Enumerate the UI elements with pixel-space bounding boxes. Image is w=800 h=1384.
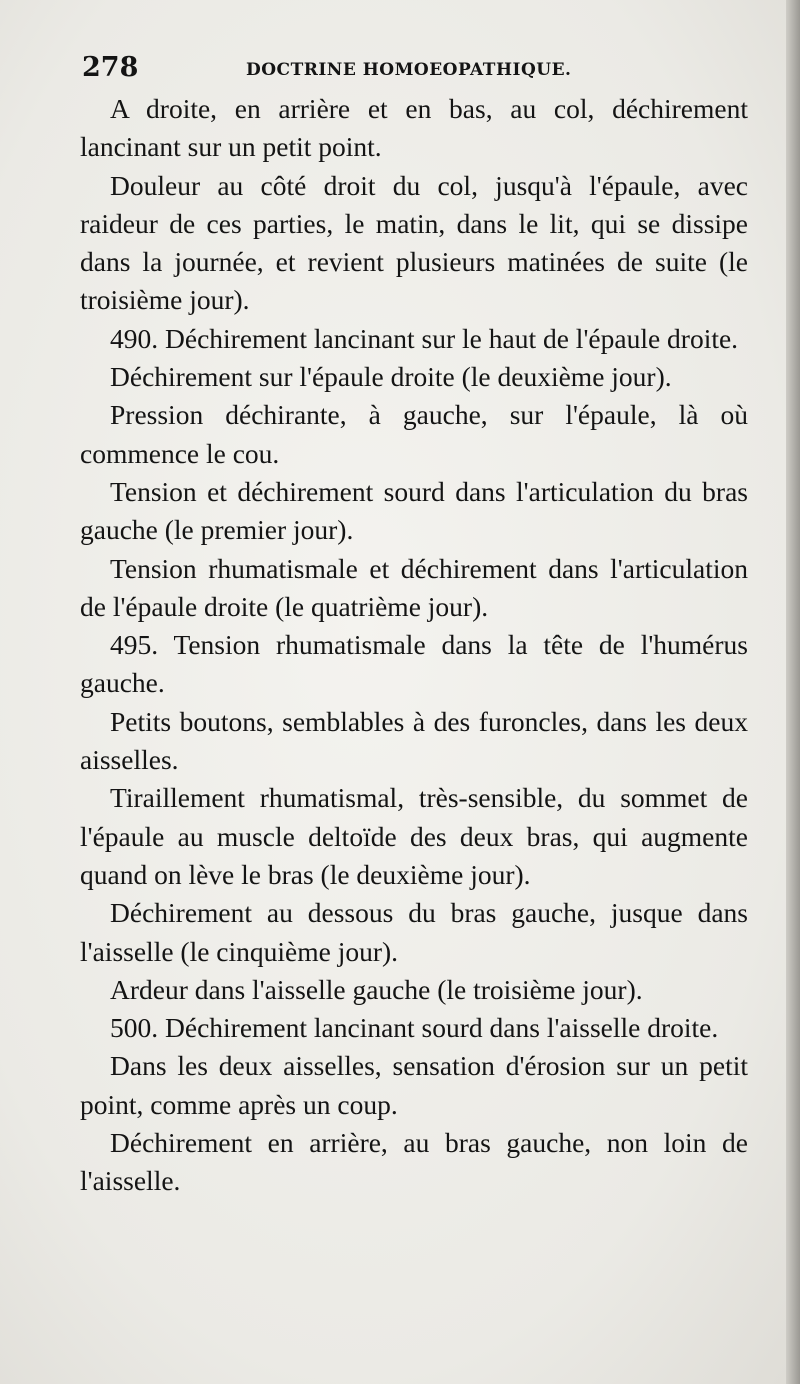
paragraph-text: A droite, en arrière et en bas, au col, déchirement lancinant sur un petit point. bbox=[80, 93, 748, 163]
paragraph bbox=[80, 626, 748, 703]
paragraph-text: Tension et déchirement sourd dans l'articulation du bras gauche (le premier jour). bbox=[80, 475, 748, 546]
page-number: 278 bbox=[82, 52, 139, 83]
paragraph-text: Déchirement en arrière, au bras gauche, non loin de l'aisselle. bbox=[80, 1127, 748, 1197]
paragraph-text: Déchirement lancinant sourd dans l'aisselle droite. bbox=[165, 1012, 719, 1044]
paragraph bbox=[80, 167, 748, 320]
paragraph-text: Tiraillement rhumatismal, très-sensible, du sommet de l'épaule au muscle deltoïde des deux bras, qui augmente quand on lève le bras (le deuxième jour). bbox=[80, 782, 748, 890]
running-title: DOCTRINE HOMOEOPATHIQUE. bbox=[246, 60, 572, 80]
paragraph-text: Douleur au côté droit du col, jusqu'à l'épaule, avec raideur de ces parties, le matin, dans le lit, qui se dissipe dans la journée, et revient plusieurs matinées de suite (le troisième jour). bbox=[80, 169, 748, 316]
paragraph-text: Tension rhumatismale dans la tête de l'humérus gauche. bbox=[80, 629, 748, 699]
paragraph-text: Tension rhumatismale et déchirement dans l'articulation de l'épaule droite (le quatrième jour). bbox=[80, 552, 748, 622]
page-gutter-shadow bbox=[786, 0, 800, 1384]
paragraph bbox=[80, 779, 748, 894]
paragraph bbox=[80, 550, 748, 627]
paragraph-text: Déchirement sur l'épaule droite (le deuxième jour). bbox=[110, 361, 672, 393]
paragraph-number: 500. bbox=[110, 1012, 159, 1044]
paragraph-text: Déchirement au dessous du bras gauche, jusque dans l'aisselle (le cinquième jour). bbox=[80, 897, 748, 967]
page-header bbox=[76, 52, 736, 88]
paragraph bbox=[80, 894, 748, 971]
paragraph bbox=[80, 358, 748, 396]
paragraph bbox=[80, 90, 748, 167]
paragraph bbox=[80, 396, 748, 473]
paragraph-number: 495. bbox=[110, 629, 159, 661]
paragraph bbox=[80, 1124, 748, 1201]
paragraph bbox=[80, 971, 748, 1009]
paragraph bbox=[80, 703, 748, 780]
paragraph-text: Dans les deux aisselles, sensation d'érosion sur un petit point, comme après un coup. bbox=[80, 1050, 748, 1120]
paragraph-text: Petits boutons, semblables à des furoncles, dans les deux aisselles. bbox=[80, 705, 748, 776]
paragraph-number: 490. bbox=[110, 322, 159, 354]
paragraph-text: Ardeur dans l'aisselle gauche (le troisième jour). bbox=[110, 973, 643, 1005]
paragraph-text: Pression déchirante, à gauche, sur l'épaule, là où commence le cou. bbox=[80, 399, 748, 469]
paragraph bbox=[80, 1009, 748, 1047]
paragraph-text: Déchirement lancinant sur le haut de l'épaule droite. bbox=[165, 322, 739, 354]
paragraph bbox=[80, 320, 748, 358]
body-text bbox=[80, 90, 748, 1201]
paragraph bbox=[80, 473, 748, 550]
paragraph bbox=[80, 1047, 748, 1124]
